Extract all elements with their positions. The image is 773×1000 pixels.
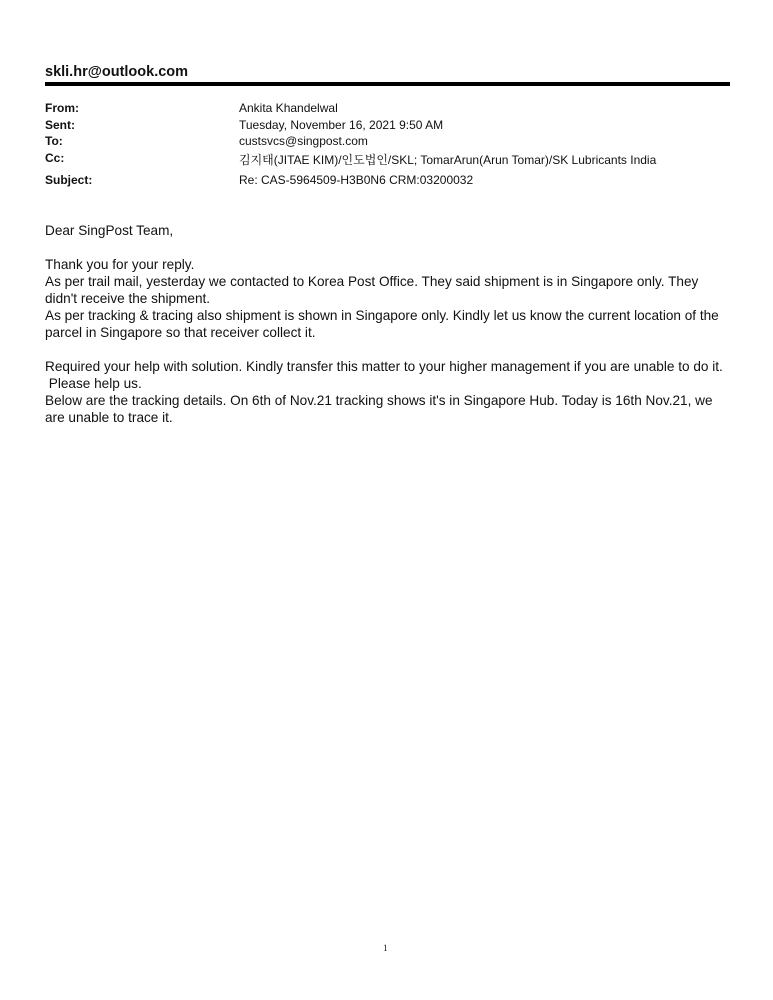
header-value: Ankita Khandelwal <box>239 101 338 115</box>
header-label: Subject: <box>45 173 93 187</box>
header-value: Tuesday, November 16, 2021 9:50 AM <box>239 118 444 132</box>
body-line: Below are the tracking details. On 6th of Nov.21 tracking shows it's in Singapore Hub. Today is 16th Nov.21, we are unable to trace it. <box>45 393 713 425</box>
header-value: custsvcs@singpost.com <box>239 134 368 148</box>
header-label: To: <box>45 134 63 148</box>
body-line: As per tracking & tracing also shipment is shown in Singapore only. Kindly let us know the current location of the parcel in Singapore so that receiver collect it. <box>45 308 719 340</box>
header-value: Re: CAS-5964509-H3B0N6 CRM:03200032 <box>239 173 474 187</box>
body-line: Required your help with solution. Kindly transfer this matter to your higher management if you are unable to do it. <box>45 359 723 374</box>
header-label: From: <box>45 101 79 115</box>
body-line: As per trail mail, yesterday we contacted to Korea Post Office. They said shipment is in Singapore only. They didn't receive the shipment. <box>45 274 699 306</box>
greeting: Dear SingPost Team, <box>45 223 174 238</box>
header-value: 김지태(JITAE KIM)/인도법인/SKL; TomarArun(Arun Tomar)/SK Lubricants India <box>239 153 657 167</box>
body-line: Thank you for your reply. <box>45 257 195 272</box>
account-email: skli.hr@outlook.com <box>45 64 189 80</box>
body-line: Please help us. <box>45 376 142 391</box>
header-divider <box>45 82 730 86</box>
email-body <box>45 222 730 426</box>
header-label: Sent: <box>45 118 75 132</box>
header-label: Cc: <box>45 151 65 165</box>
page-number: 1 <box>383 943 388 953</box>
